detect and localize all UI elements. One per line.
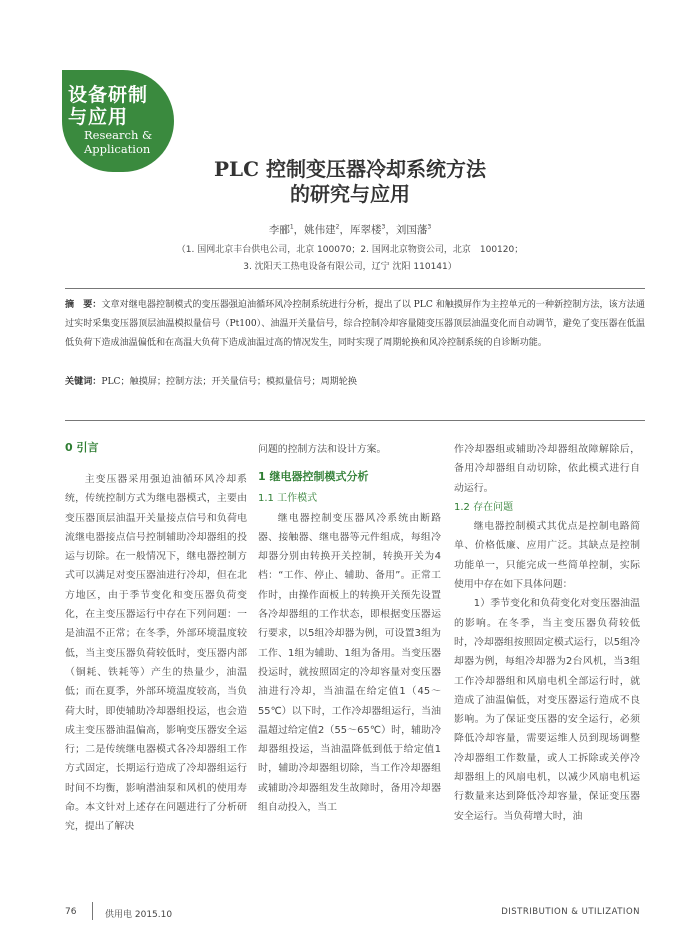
keywords <box>65 372 645 392</box>
paragraph: 继电器控制模式其优点是控制电路简单、价格低廉、应用广泛。其缺点是控制功能单一，只能完成一些简单控制，实际使用中存在如下具体问题： <box>454 521 640 591</box>
affiliation-line2: 3. 沈阳天工热电设备有限公司，辽宁 沈阳 110141） <box>243 262 457 272</box>
badge-cn-line2: 与应用 <box>68 106 129 128</box>
keywords-label: 关键词： <box>65 376 102 387</box>
author-name: 刘国藩 <box>395 224 428 236</box>
badge-en-line1: Research & <box>84 128 153 142</box>
abstract-label: 摘 要： <box>65 300 102 310</box>
author-list: 李郦$^1$，姚伟建$^2$，厍翠楼$^3$，刘国藩$^3$ <box>268 223 432 236</box>
paragraph: 作冷却器组或辅助冷却器组故障解除后，备用冷却器组自动切除，依此模式进行自动运行。 <box>454 444 640 494</box>
footer-separator <box>92 902 93 920</box>
paragraph: 问题的控制方法和设计方案。 <box>258 444 387 455</box>
author-sup: 3 <box>381 223 386 231</box>
paragraph: 主变压器采用强迫油循环风冷却系统，传统控制方式为继电器模式，主要由变压器顶层油温开关量接点信号和负荷电流继电器接点信号控制辅助冷却器组的投运与切除。在一般情况下，继电器控制方式可以满足对变压器油进行冷却，但在北方地区，由于季节变化和变压器负荷变化，在主变压器运行中存在下列问题：一是油温不正常；在冬季，外部环境温度较低，当主变压器负荷较低时，变压器内部（铜耗、铁耗等）产生的热量少，油温低；而在夏季，外部环境温度较高，当负荷大时，即使辅助冷却器组投运，也会造成主变压器油温偏高，影响变压器安全运行；二是传统继电器模式各冷却器组工作方式固定，长期运行造成了冷却器组运行时间不均衡，影响潜油泵和风机的使用寿命。本文针对上述存在问题进行了分析研究，提出了解决 <box>65 474 247 833</box>
column-1 <box>65 440 247 837</box>
divider-top <box>65 288 645 289</box>
column-2 <box>258 440 441 817</box>
author-name: 姚伟建 <box>304 224 336 236</box>
title-line2: 的研究与应用 <box>290 182 410 206</box>
badge-en-line2: Application <box>84 142 151 156</box>
section-heading-intro: 0 引言 <box>65 441 99 454</box>
subsection-heading-1-2: 1.2 存在问题 <box>454 501 514 513</box>
section-heading-1: 1 继电器控制模式分析 <box>258 470 369 484</box>
author-sup: 1 <box>289 223 294 231</box>
title-line1: PLC 控制变压器冷却系统方法 <box>214 157 486 181</box>
page-number: 76 <box>65 907 77 917</box>
column-3 <box>454 440 640 826</box>
keywords-text: PLC；触摸屏；控制方法；开关量信号；模拟量信号；周期轮换 <box>101 377 357 387</box>
journal-name-en: DISTRIBUTION & UTILIZATION <box>501 907 640 917</box>
author-name: 厍翠楼 <box>350 224 382 236</box>
affiliation-line1: （1. 国网北京丰台供电公司，北京 100070；2. 国网北京物资公司，北京 100120； <box>176 245 524 255</box>
paragraph: 继电器控制变压器风冷系统由断路器、接触器、继电器等元件组成，每组冷却器分别由转换开关控制，转换开关为4档：“工作、停止、辅助、备用”。正常工作时，由操作面板上的转换开关预先设置各冷却器组的工作状态，即根据变压器运行要求，以5组冷却器为例，可设置3组为工作、1组为辅助、1组为备用。当变压器投运时，就按照固定的冷却容量对变压器油进行冷却，当油温在给定值1（45～55℃）以下时，工作冷却器组运行，当油温超过给定值2（55～65℃）时，辅助冷却器组投运，当油温降低到低于给定值1时，辅助冷却器组切除，当工作冷却器组或辅助冷却器组发生故障时，备用冷却器组自动投入，当工 <box>258 512 441 814</box>
author-sup: 2 <box>335 223 340 231</box>
paragraph: 1）季节变化和负荷变化对变压器油温的影响。在冬季，当主变压器负荷较低时，冷却器组按照固定模式运行，以5组冷却器为例，每组冷却器为2台风机，当3组工作冷却器组和风扇电机全部运行时，就造成了油温偏低，对变压器运行造成不良影响。为了保证变压器的安全运行，必须降低冷却容量，需要运维人员到现场调整冷却器组工作数量，或人工拆除或关停冷却器组上的风扇电机，以减少风扇电机运行数量来达到降低冷却容量，保证变压器安全运行。当负荷增大时，油 <box>454 598 640 822</box>
divider-bottom <box>65 420 645 421</box>
subsection-heading-1-1: 1.1 工作模式 <box>258 493 318 505</box>
journal-issue: 供用电 2015.10 <box>105 910 173 920</box>
abstract <box>65 296 645 353</box>
badge-cn-line1: 设备研制 <box>68 84 149 106</box>
author-sup: 3 <box>427 223 432 231</box>
abstract-text: 文章对继电器控制模式的变压器强迫油循环风冷控制系统进行分析，提出了以 PLC 和触摸屏作为主控单元的一种新控制方法，该方法通过实时采集变压器顶层油温模拟量信号（Pt100）、油温开关量信号，综合控制冷却容量随变压器顶层油温变化而自动调节，避免了变压器在低温低负荷下造成油温偏低和在高温大负荷下造成油温过高的情况发生，同时实现了周期轮换和风冷控制系统的自诊断功能。 <box>65 300 645 348</box>
author-name: 李郦 <box>268 224 290 236</box>
